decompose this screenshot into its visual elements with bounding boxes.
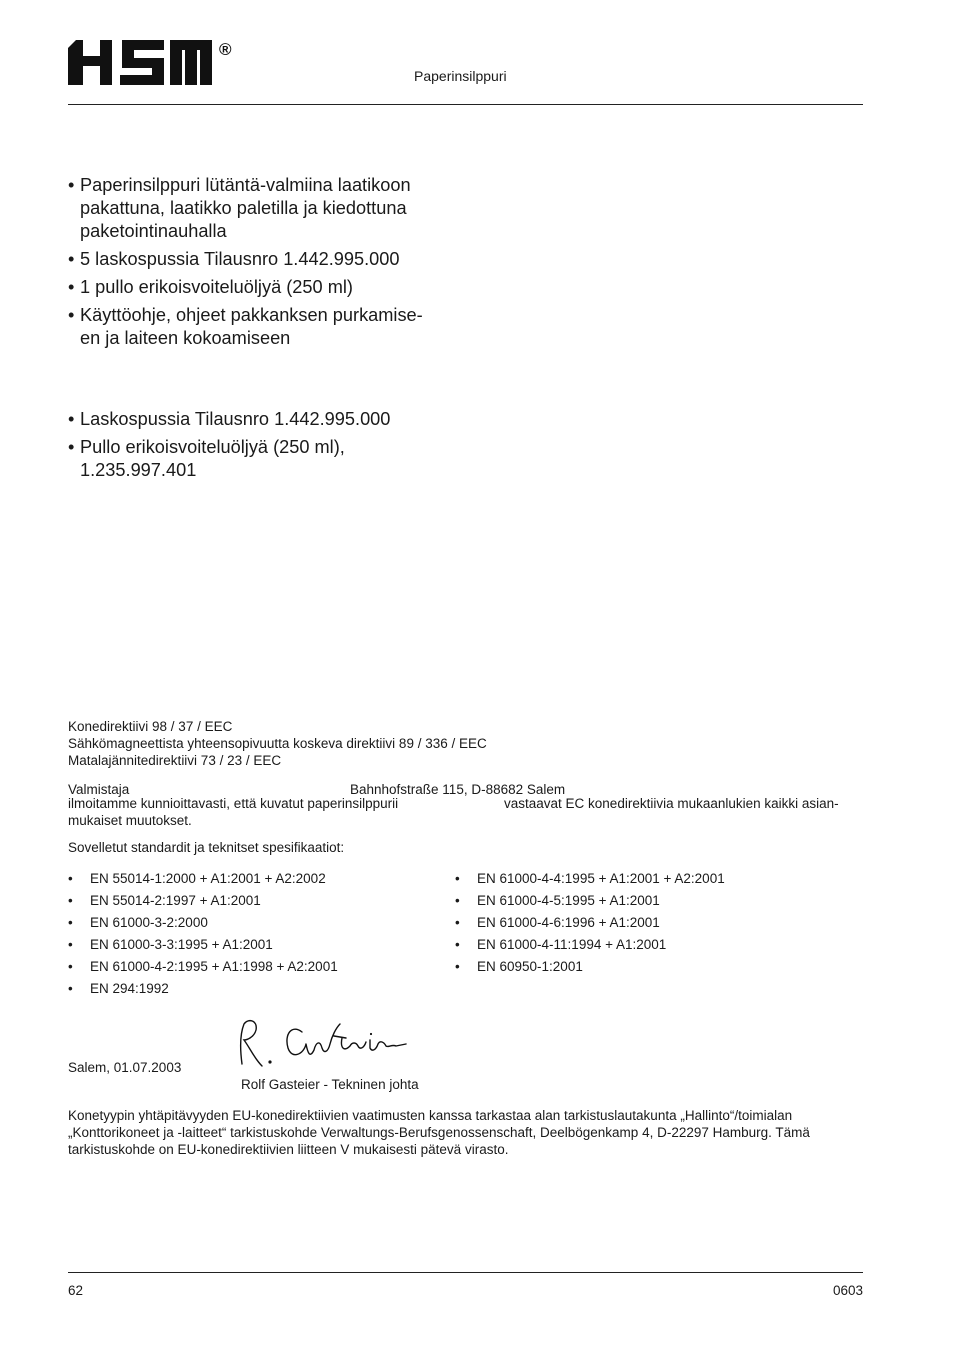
place-and-date: Salem, 01.07.2003 [68,1060,182,1075]
logo-letter-h [68,40,112,85]
standard-item: • EN 61000-4-5:1995 + A1:2001 [455,893,660,908]
manufacturer-address: Bahnhofstraße 115, D-88682 Salem [350,782,566,797]
directive-low-voltage: Matalajännitedirektiivi 73 / 23 / EEC [68,753,282,768]
bullet: • [68,249,75,269]
list-item: • Paperinsilppuri lütäntä-valmiina laatikoon pakattuna, laatikko paletilla ja kiedottuna paketointinauhalla [68,175,411,241]
bullet: • [68,277,75,297]
list-item: • 5 laskospussia Tilausnro 1.442.995.000 [68,249,400,269]
standard-item: • EN 55014-2:1997 + A1:2001 [68,893,261,908]
certification-note: Konetyypin yhtäpitävyyden EU-konedirektiivien vaatimusten kanssa tarkastaa alan tarkistuslautakunta „Hallinto“/toimialan „Konttorikoneet ja -laitteet“ tarkistuskohde Verwaltungs-Berufsgenossenschaft, Deelbögenkamp 4, D-22297 Hamburg. Tämä tarkistuskohde on EU-konedirektiivien liitteen V mukaisesti pätevä virasto. [68,1108,810,1157]
list-item: • 1 pullo erikoisvoiteluöljyä (250 ml) [68,277,353,297]
standard-item: • EN 60950-1:2001 [455,959,583,974]
standards-list-left [68,870,448,1002]
footer-divider [68,1272,863,1273]
standard-item: • EN 61000-4-2:1995 + A1:1998 + A2:2001 [68,959,338,974]
standard-item: • EN 61000-3-3:1995 + A1:2001 [68,937,273,952]
logo-letter-s [120,40,164,85]
standard-item: • EN 61000-4-4:1995 + A1:2001 + A2:2001 [455,871,725,886]
delivery-contents-list [68,174,458,355]
directive-machinery: Konedirektiivi 98 / 37 / EEC [68,719,233,734]
signatory-name: Rolf Gasteier - Tekninen johta [241,1077,419,1092]
standard-item: • EN 294:1992 [68,981,169,996]
list-item: • Käyttöohje, ohjeet pakkanksen purkamise- en ja laiteen kokoamiseen [68,305,423,348]
list-item: • Laskospussia Tilausnro 1.442.995.000 [68,409,391,429]
header-divider [68,104,863,105]
standards-list-right [455,870,835,980]
standard-item: • EN 61000-3-2:2000 [68,915,208,930]
accessories-list [68,408,458,487]
bullet: • [68,305,75,325]
document-title: Paperinsilppuri [414,68,507,84]
bullet: • [68,175,75,195]
handwritten-signature [232,1014,412,1074]
standard-item: • EN 61000-4-11:1994 + A1:2001 [455,937,667,952]
logo-letter-m [170,40,212,85]
bullet: • [68,437,75,457]
document-code: 0603 [832,1283,863,1298]
standard-item: • EN 55014-1:2000 + A1:2001 + A2:2002 [68,871,326,886]
directives-list [68,718,487,769]
directive-emc: Sähkömagneettista yhteensopivuutta koskeva direktiivi 89 / 336 / EEC [68,736,487,751]
declaration-text: ilmoitamme kunnioittavasti, että kuvatut paperinsilppurii vastaavat EC konedirektiivia mukaanlukien kaikki asian- mukaiset muutokset. [68,796,839,828]
manufacturer-label: Valmistaja [68,782,130,797]
standards-heading: Sovelletut standardit ja teknitset spesifikaatiot: [68,840,345,855]
standard-item: • EN 61000-4-6:1996 + A1:2001 [455,915,660,930]
page-number: 62 [68,1283,84,1298]
hsm-logo [68,38,238,88]
list-item: • Pullo erikoisvoiteluöljyä (250 ml), 1.235.997.401 [68,437,345,480]
registered-mark: ® [219,40,232,59]
bullet: • [68,409,75,429]
